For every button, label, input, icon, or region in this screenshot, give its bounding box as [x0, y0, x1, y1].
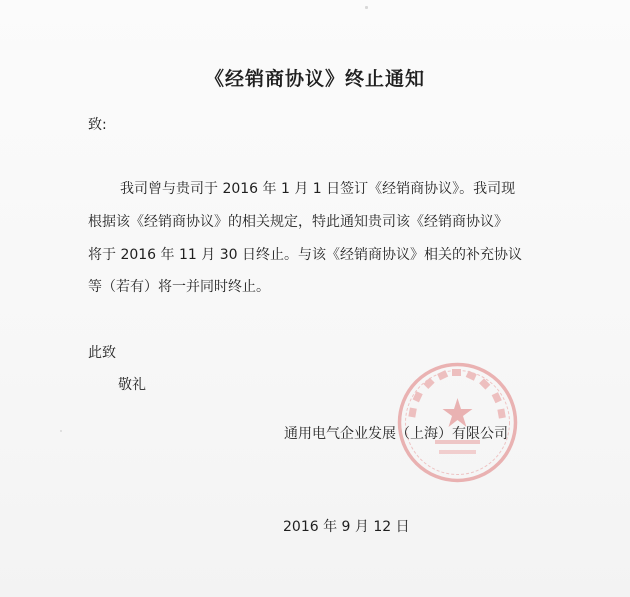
- body-line-3: 将于 2016 年 11 月 30 日终止。与该《经销商协议》相关的补充协议: [88, 247, 522, 263]
- body-line-4: 等（若有）将一并同时终止。: [88, 279, 270, 295]
- body-line-1: 我司曾与贵司于 2016 年 1 月 1 日签订《经销商协议》。我司现: [120, 181, 516, 197]
- closing-cizhi: 此致: [88, 345, 116, 361]
- notice-date: 2016 年 9 月 12 日: [283, 519, 410, 535]
- scan-speck: [365, 6, 368, 9]
- salutation: 致:: [88, 117, 107, 133]
- notice-title: 《经销商协议》终止通知: [204, 68, 425, 90]
- company-signature: 通用电气企业发展（上海）有限公司: [284, 426, 508, 442]
- body-line-2: 根据该《经销商协议》的相关规定，特此通知贵司该《经销商协议》: [88, 214, 508, 230]
- closing-jingli: 敬礼: [118, 377, 146, 393]
- scan-speck: [60, 430, 62, 432]
